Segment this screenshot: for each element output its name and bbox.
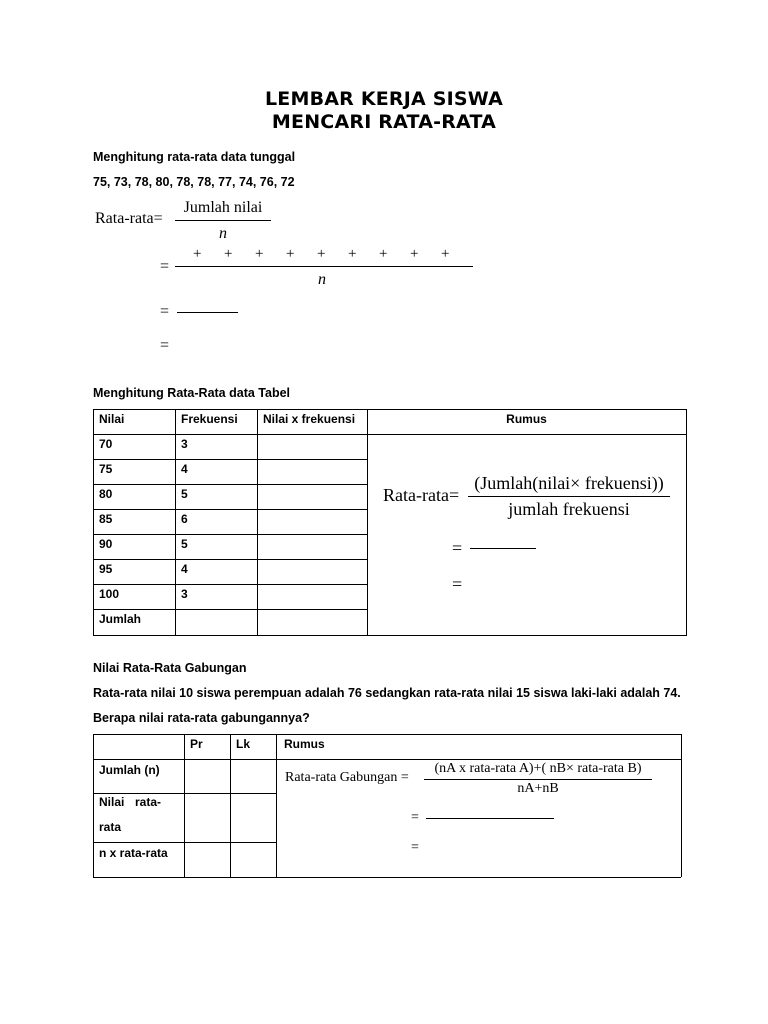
table-cell-frek: 5: [181, 487, 188, 501]
col-header-frekuensi: Frekuensi: [181, 412, 238, 426]
plus-sign: +: [410, 246, 419, 262]
row-label-nilai-rata: Nilai rata-: [99, 795, 161, 809]
section2-denominator: jumlah frekuensi: [508, 499, 630, 519]
section3-eq-1: =: [411, 810, 419, 825]
table-cell-frek: 4: [181, 462, 188, 476]
section3-numerator: (nA x rata-rata A)+( nB× rata-rata B): [434, 761, 642, 776]
section3-problem-line2: Berapa nilai rata-rata gabungannya?: [93, 711, 310, 725]
table-cell-nilai: 80: [99, 487, 113, 501]
section1-formula-label: Rata-rata=: [95, 210, 163, 227]
plus-sign: +: [317, 246, 326, 262]
title-line-1: LEMBAR KERJA SISWA: [265, 88, 503, 110]
section1-eq-2: =: [160, 303, 170, 320]
section1-numerator: Jumlah nilai: [183, 199, 263, 216]
section2-heading: Menghitung Rata-Rata data Tabel: [93, 386, 291, 400]
col-header-pr: Pr: [190, 737, 203, 751]
table-cell-nilai: 75: [99, 462, 113, 476]
section3-fraction-bar: [424, 779, 652, 780]
table-cell-nilai: 70: [99, 437, 113, 451]
section3-heading: Nilai Rata-Rata Gabungan: [93, 661, 247, 675]
section3-eq-2: =: [411, 840, 419, 855]
section1-eq-1: =: [160, 258, 170, 275]
section1-denominator-2: n: [318, 271, 326, 288]
section1-denominator: n: [219, 225, 227, 242]
title-line-2: MENCARI RATA-RATA: [271, 111, 497, 133]
section1-fraction-bar: [175, 220, 271, 221]
row-label-rata: rata: [99, 820, 122, 834]
plus-sign: +: [255, 246, 264, 262]
section2-formula-label: Rata-rata=: [383, 485, 460, 505]
col-header-lk: Lk: [236, 737, 251, 751]
plus-sign: +: [193, 246, 202, 262]
table-cell-nilai: 85: [99, 512, 113, 526]
plus-sign: +: [379, 246, 388, 262]
answer-blank[interactable]: [177, 312, 238, 313]
section3-denominator: nA+nB: [517, 781, 559, 796]
section2-numerator: (Jumlah(nilai× frekuensi)): [474, 473, 664, 493]
section2-eq-1: =: [452, 538, 463, 558]
table-cell-frek: 5: [181, 537, 188, 551]
row-label-n-x-rata-rata: n x rata-rata: [99, 846, 168, 860]
table-cell-nilai: 100: [99, 587, 120, 601]
plus-sign: +: [286, 246, 295, 262]
table-cell-frek: 3: [181, 437, 188, 451]
section2-fraction-bar: [468, 496, 670, 497]
table-cell-frek: 3: [181, 587, 188, 601]
section1-eq-3: =: [160, 337, 170, 354]
col-header-nilai-x-frekuensi: Nilai x frekuensi: [263, 412, 356, 426]
row-label-jumlah-n: Jumlah (n): [99, 763, 160, 777]
table-cell-jumlah: Jumlah: [99, 612, 142, 626]
table-cell-frek: 6: [181, 512, 188, 526]
plus-sign: +: [224, 246, 233, 262]
plus-sign: +: [348, 246, 357, 262]
plus-sign: +: [441, 246, 450, 262]
section2-eq-2: =: [452, 574, 463, 594]
table-cell-nilai: 95: [99, 562, 113, 576]
col-header-rumus: Rumus: [284, 737, 325, 751]
section3-problem-line1: Rata-rata nilai 10 siswa perempuan adalah 76 sedangkan rata-rata nilai 15 siswa laki-laki adalah 74.: [93, 686, 681, 700]
section1-data: 75, 73, 78, 80, 78, 78, 77, 74, 76, 72: [93, 175, 295, 189]
section3-formula-label: Rata-rata Gabungan =: [285, 770, 409, 785]
table-cell-frek: 4: [181, 562, 188, 576]
section1-heading: Menghitung rata-rata data tunggal: [93, 150, 296, 164]
answer-blank[interactable]: [426, 818, 554, 819]
answer-blank[interactable]: [470, 548, 536, 549]
table-cell-nilai: 90: [99, 537, 113, 551]
section1-fraction-bar-2: [175, 266, 473, 267]
col-header-rumus: Rumus: [506, 412, 547, 426]
col-header-nilai: Nilai: [99, 412, 125, 426]
